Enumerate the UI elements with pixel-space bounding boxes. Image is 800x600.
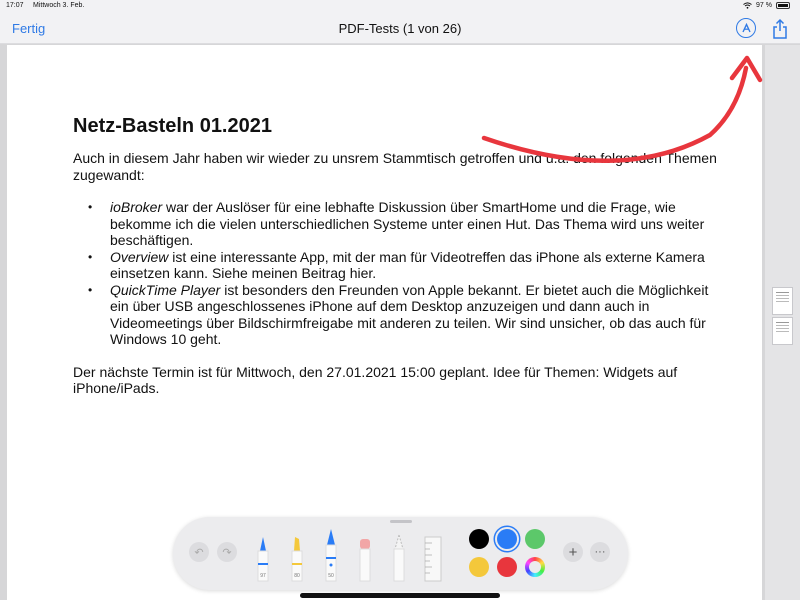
status-indicators	[743, 2, 790, 9]
status-time: 17:07	[6, 2, 24, 9]
color-swatch-black[interactable]	[469, 529, 489, 549]
document-title: PDF-Tests (1 von 26)	[338, 21, 462, 36]
topic-text: war der Auslöser für eine lebhafte Diskussion über SmartHome und die Frage, wie bekomme ich die vielen unterschiedlichen Systeme unter einen Hut. Das Thema wird uns weiter beschäftigen.	[110, 199, 705, 248]
annotation-arrow	[470, 50, 770, 170]
undo-icon[interactable]: ↶	[189, 542, 209, 562]
toolbar-grabber[interactable]	[390, 520, 412, 523]
topic-list	[73, 199, 723, 348]
color-picker-icon[interactable]	[525, 557, 545, 577]
pen-tool-icon[interactable]	[255, 525, 271, 585]
topic-text: ist besonders den Freunden von Apple bekannt. Er bietet auch die Möglichkeit ein über USB angeschlossenes iPhone auf dem Desktop anzuzeigen und dann auch in Videomeetings über Bildschirmfreigabe mit anderen zu teilen. Wir sind unsicher, ob das auch für Windows 10 geht.	[110, 281, 709, 347]
nav-bar	[0, 14, 800, 44]
list-item	[73, 199, 723, 249]
plus-icon[interactable]: +	[563, 542, 583, 562]
color-swatch-blue[interactable]	[497, 529, 517, 549]
list-item	[73, 249, 723, 282]
document-heading: Netz-Basteln 01.2021	[73, 115, 272, 137]
closing-paragraph: Der nächste Termin ist für Mittwoch, den 27.01.2021 15:00 geplant. Idee für Themen: Widgets auf iPhone/iPads.	[73, 363, 678, 396]
topic-name: QuickTime Player	[110, 281, 221, 298]
markup-toolbar	[173, 517, 628, 590]
color-swatch-green[interactable]	[525, 529, 545, 549]
marker-size-label: 80	[294, 573, 300, 579]
share-icon[interactable]	[770, 18, 790, 40]
topic-name: ioBroker	[110, 199, 163, 215]
battery-percent: 97 %	[756, 2, 772, 9]
battery-icon	[776, 2, 790, 9]
topic-text: ist eine interessante App, mit der man für Videotreffen das iPhone als externe Kamera einsetzen kann. Siehe meinen Beitrag hier.	[110, 248, 705, 281]
markup-pen-icon[interactable]	[736, 18, 756, 38]
redo-icon[interactable]: ↷	[217, 542, 237, 562]
page-thumbnail[interactable]	[772, 287, 793, 315]
page-thumbnail[interactable]	[772, 317, 793, 345]
pencil-tool-icon[interactable]	[323, 525, 339, 585]
color-swatch-red[interactable]	[497, 557, 517, 577]
lasso-tool-icon[interactable]	[391, 525, 407, 585]
wifi-icon	[743, 2, 752, 9]
done-button[interactable]: Fertig	[12, 21, 46, 36]
eraser-tool-icon[interactable]	[357, 525, 373, 585]
page-thumbnail-strip[interactable]	[765, 45, 800, 600]
ruler-tool-icon[interactable]	[423, 525, 443, 585]
status-bar	[0, 0, 800, 14]
color-swatch-yellow[interactable]	[469, 557, 489, 577]
list-item	[73, 282, 723, 348]
status-date: Mittwoch 3. Feb.	[33, 2, 85, 9]
intro-paragraph: Auch in diesem Jahr haben wir wieder zu unsrem Stammtisch getroffen und u.a. den folgenden Themen zugewandt:	[73, 150, 717, 183]
marker-tool-icon[interactable]	[289, 525, 305, 585]
pencil-size-label: 50	[328, 573, 334, 579]
more-icon[interactable]: ···	[590, 542, 610, 562]
pen-size-label: 97	[260, 573, 266, 579]
topic-name: Overview	[110, 248, 169, 265]
home-indicator	[300, 593, 500, 598]
